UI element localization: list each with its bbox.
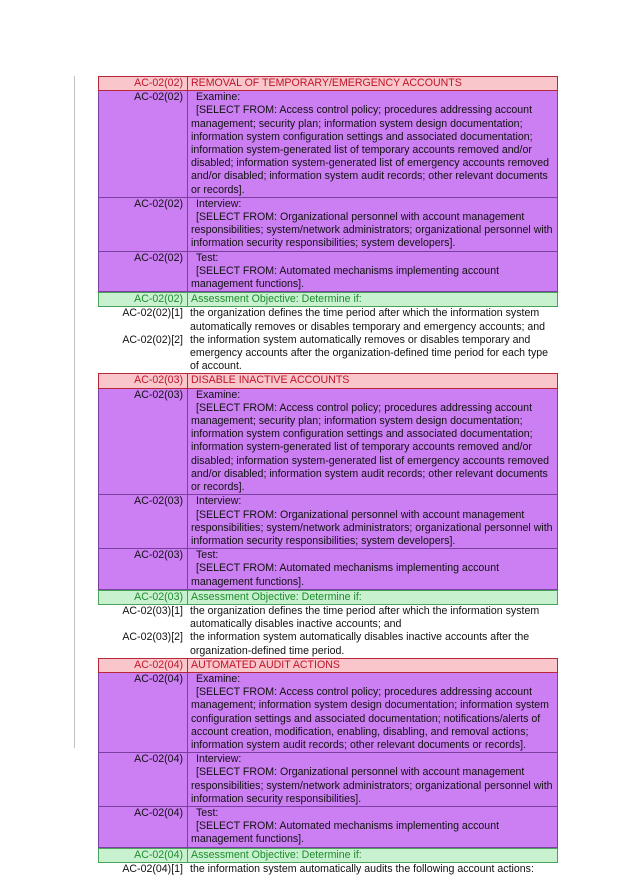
determination-row	[98, 307, 558, 333]
control-header-row	[98, 373, 558, 388]
method-text: [SELECT FROM: Automated mechanisms implementing account management functions].	[191, 264, 500, 291]
method-text: [SELECT FROM: Automated mechanisms implementing account management functions].	[191, 820, 500, 846]
control-id: AC-02(03)	[98, 495, 187, 549]
control-id: AC-02(04)	[98, 753, 187, 807]
method-text: [SELECT FROM: Automated mechanisms implementing account management functions].	[191, 562, 500, 588]
control-header-row	[98, 658, 558, 673]
control-id: AC-02(03)[1]	[98, 605, 187, 631]
control-id: AC-02(03)	[98, 549, 187, 590]
assessment-method-row	[98, 753, 558, 807]
method-label: Test:	[196, 251, 219, 264]
method-text: [SELECT FROM: Access control policy; procedures addressing account management; security plan; information system design documentation; information system configuration settings and associated documentation; information system-generated list of temporary accounts removed and/or disabled; information system-generated list of emergency accounts removed and/or disabled; information system audit records; other relevant documents or records].	[191, 104, 550, 196]
control-id: AC-02(04)	[98, 658, 187, 673]
method-text: [SELECT FROM: Access control policy; procedures addressing account management; security plan; information system design documentation; information system configuration settings and associated documentation; information system-generated list of temporary accounts removed and/or disabled; information system-generated list of emergency accounts removed and/or disabled; information system audit records; other relevant documents or records].	[191, 401, 550, 494]
control-id: AC-02(02)[1]	[98, 307, 187, 333]
method-text: [SELECT FROM: Access control policy; procedures addressing account management; information system design documentation; information system configuration settings and associated documentation; notifications/alerts of account creation, modification, enabling, disabling, and removal actions; information system audit records; other relevant documents or records].	[191, 686, 550, 751]
objective-text: Assessment Objective: Determine if:	[187, 848, 558, 863]
determination-row	[98, 631, 558, 657]
assessment-method-row	[98, 549, 558, 590]
method-cell	[187, 549, 558, 590]
method-label: Test:	[196, 549, 219, 562]
control-id: AC-02(02)	[98, 198, 187, 252]
method-label: Test:	[196, 806, 219, 819]
method-cell	[187, 495, 558, 549]
assessment-objective-row	[98, 848, 558, 863]
method-cell	[187, 807, 558, 848]
method-text: [SELECT FROM: Organizational personnel with account management responsibilities; system/network administrators; organizational personnel with information security responsibilities; system developers].	[191, 211, 553, 250]
control-id: AC-02(04)	[98, 807, 187, 848]
page-margin-rule	[74, 76, 75, 748]
control-title: AUTOMATED AUDIT ACTIONS	[187, 658, 558, 673]
control-title: DISABLE INACTIVE ACCOUNTS	[187, 373, 558, 388]
assessment-method-row	[98, 807, 558, 848]
method-cell	[187, 673, 558, 753]
control-id: AC-02(02)	[98, 91, 187, 198]
objective-text: Assessment Objective: Determine if:	[187, 292, 558, 307]
assessment-table	[98, 76, 558, 876]
method-label: Examine:	[196, 91, 241, 104]
control-header-row	[98, 76, 558, 91]
determination-text: the organization defines the time period after which the information system automatically disables inactive accounts; and	[187, 605, 558, 631]
determination-text: the organization defines the time period after which the information system automatically removes or disables temporary and emergency accounts; and	[187, 307, 558, 333]
determination-text: the information system automatically audits the following account actions:	[187, 863, 558, 876]
method-label: Examine:	[196, 672, 241, 685]
method-label: Interview:	[196, 495, 242, 508]
control-id: AC-02(04)[1]	[98, 863, 187, 876]
method-cell	[187, 198, 558, 252]
method-label: Interview:	[196, 753, 242, 766]
assessment-method-row	[98, 673, 558, 753]
method-cell	[187, 389, 558, 496]
determination-row	[98, 605, 558, 631]
method-cell	[187, 753, 558, 807]
control-id: AC-02(02)[2]	[98, 334, 187, 374]
control-id: AC-02(03)	[98, 373, 187, 388]
assessment-objective-row	[98, 590, 558, 605]
method-label: Examine:	[196, 388, 241, 401]
control-title: REMOVAL OF TEMPORARY/EMERGENCY ACCOUNTS	[187, 76, 558, 91]
method-cell	[187, 91, 558, 198]
determination-text: the information system automatically removes or disables temporary and emergency accounts after the organization-defined time period for each type of account.	[187, 334, 558, 374]
determination-row	[98, 863, 558, 876]
determination-row	[98, 334, 558, 374]
assessment-method-row	[98, 91, 558, 198]
method-text: [SELECT FROM: Organizational personnel with account management responsibilities; system/network administrators; organizational personnel with information security responsibilities].	[191, 766, 553, 805]
method-cell	[187, 252, 558, 293]
assessment-method-row	[98, 389, 558, 496]
control-id: AC-02(03)	[98, 389, 187, 496]
control-id: AC-02(03)	[98, 590, 187, 605]
control-id: AC-02(02)	[98, 292, 187, 307]
assessment-method-row	[98, 252, 558, 293]
assessment-method-row	[98, 198, 558, 252]
method-text: [SELECT FROM: Organizational personnel with account management responsibilities; system/network administrators; organizational personnel with information security responsibilities; system developers].	[191, 508, 553, 547]
determination-text: the information system automatically disables inactive accounts after the organization-defined time period.	[187, 631, 558, 657]
control-id: AC-02(04)	[98, 673, 187, 753]
assessment-objective-row	[98, 292, 558, 307]
assessment-method-row	[98, 495, 558, 549]
control-id: AC-02(03)[2]	[98, 631, 187, 657]
control-id: AC-02(02)	[98, 76, 187, 91]
control-id: AC-02(02)	[98, 252, 187, 293]
control-id: AC-02(04)	[98, 848, 187, 863]
method-label: Interview:	[196, 197, 242, 210]
objective-text: Assessment Objective: Determine if:	[187, 590, 558, 605]
